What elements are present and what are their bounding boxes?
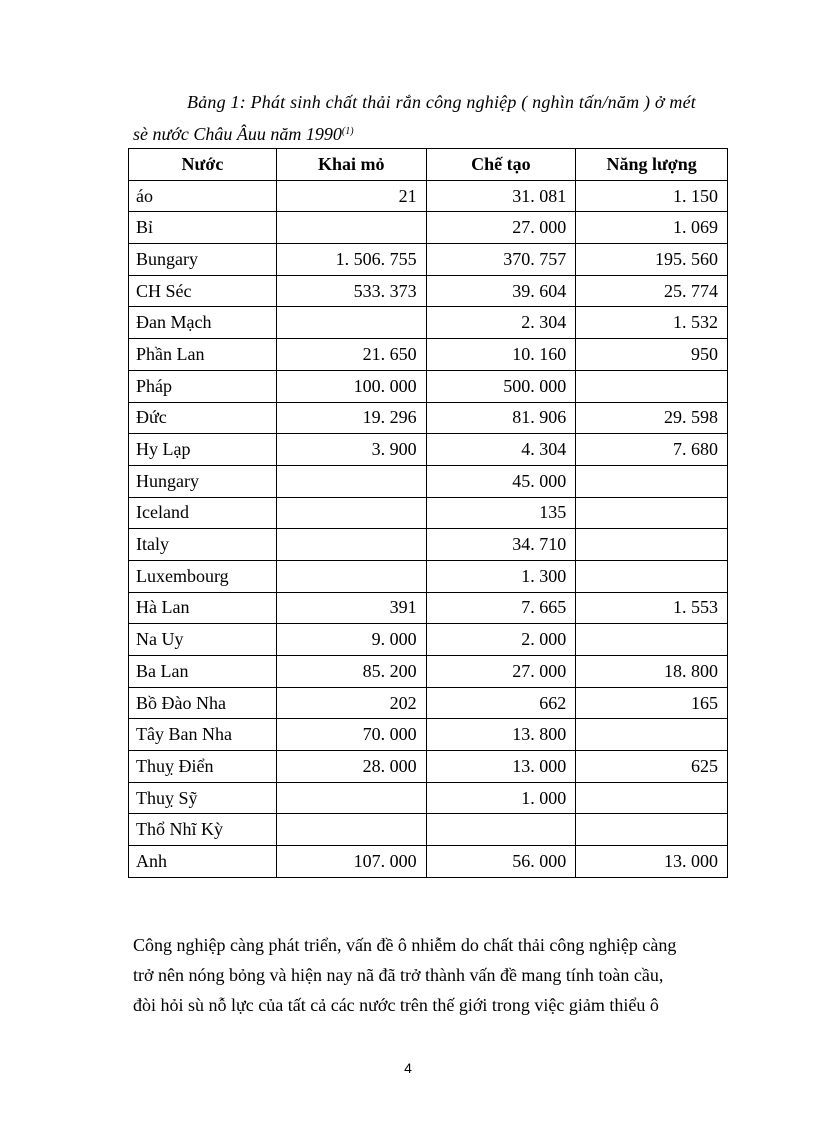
table-row xyxy=(129,687,728,719)
cell-energy: 13. 000 xyxy=(576,846,728,878)
cell-manufacturing: 1. 000 xyxy=(426,782,576,814)
cell-energy: 950 xyxy=(576,339,728,371)
cell-manufacturing: 2. 000 xyxy=(426,624,576,656)
cell-energy: 1. 553 xyxy=(576,592,728,624)
table-row xyxy=(129,560,728,592)
table-row xyxy=(129,465,728,497)
caption-line-1: Bảng 1: Phát sinh chất thải rắn công nghiệp ( nghìn tấn/năm ) ở mét xyxy=(187,92,696,112)
cell-manufacturing: 56. 000 xyxy=(426,846,576,878)
cell-country: Ba Lan xyxy=(129,656,277,688)
table-row xyxy=(129,275,728,307)
cell-energy xyxy=(576,782,728,814)
cell-country: Bồ Đào Nha xyxy=(129,687,277,719)
paragraph-line-2: trở nên nóng bỏng và hiện nay nã đã trở thành vấn đề mang tính toàn cầu, xyxy=(133,965,664,985)
table-row xyxy=(129,370,728,402)
cell-country: Hy Lạp xyxy=(129,434,277,466)
cell-energy: 1. 150 xyxy=(576,180,728,212)
cell-country: Italy xyxy=(129,529,277,561)
cell-energy xyxy=(576,814,728,846)
cell-manufacturing: 10. 160 xyxy=(426,339,576,371)
table-row xyxy=(129,624,728,656)
waste-table xyxy=(128,148,728,878)
cell-country: Pháp xyxy=(129,370,277,402)
cell-manufacturing: 2. 304 xyxy=(426,307,576,339)
header-mining: Khai mỏ xyxy=(276,149,426,181)
cell-mining xyxy=(276,307,426,339)
cell-manufacturing: 13. 000 xyxy=(426,751,576,783)
cell-country: Đức xyxy=(129,402,277,434)
cell-manufacturing: 7. 665 xyxy=(426,592,576,624)
cell-energy xyxy=(576,465,728,497)
cell-country: Na Uy xyxy=(129,624,277,656)
cell-energy: 25. 774 xyxy=(576,275,728,307)
cell-mining: 1. 506. 755 xyxy=(276,244,426,276)
paragraph-line-1: Công nghiệp càng phát triển, vấn đề ô nhiễm do chất thải công nghiệp càng xyxy=(133,935,677,955)
cell-manufacturing: 39. 604 xyxy=(426,275,576,307)
cell-energy: 1. 532 xyxy=(576,307,728,339)
table-row xyxy=(129,592,728,624)
cell-manufacturing: 370. 757 xyxy=(426,244,576,276)
paragraph-line-3: đòi hỏi sù nỗ lực của tất cả các nước trên thế giới trong việc giảm thiểu ô xyxy=(133,995,659,1015)
cell-energy: 29. 598 xyxy=(576,402,728,434)
cell-mining xyxy=(276,529,426,561)
cell-mining xyxy=(276,212,426,244)
cell-manufacturing: 34. 710 xyxy=(426,529,576,561)
cell-country: Iceland xyxy=(129,497,277,529)
cell-country: Phần Lan xyxy=(129,339,277,371)
cell-country: Hungary xyxy=(129,465,277,497)
cell-mining: 21. 650 xyxy=(276,339,426,371)
cell-energy xyxy=(576,719,728,751)
cell-manufacturing: 31. 081 xyxy=(426,180,576,212)
cell-energy xyxy=(576,624,728,656)
cell-mining: 391 xyxy=(276,592,426,624)
caption-line-2 xyxy=(133,118,733,150)
cell-energy: 1. 069 xyxy=(576,212,728,244)
cell-manufacturing: 27. 000 xyxy=(426,212,576,244)
cell-energy xyxy=(576,529,728,561)
cell-mining xyxy=(276,497,426,529)
cell-mining: 3. 900 xyxy=(276,434,426,466)
footnote-mark: (1) xyxy=(341,126,354,137)
cell-manufacturing xyxy=(426,814,576,846)
cell-energy: 195. 560 xyxy=(576,244,728,276)
table-row xyxy=(129,402,728,434)
table-row xyxy=(129,244,728,276)
table-caption xyxy=(133,86,733,150)
cell-energy: 165 xyxy=(576,687,728,719)
header-country: Nước xyxy=(129,149,277,181)
cell-country: Luxembourg xyxy=(129,560,277,592)
cell-mining xyxy=(276,465,426,497)
table-row xyxy=(129,339,728,371)
table-row xyxy=(129,212,728,244)
table-row xyxy=(129,846,728,878)
cell-country: Tây Ban Nha xyxy=(129,719,277,751)
page-number: 4 xyxy=(404,1060,412,1076)
cell-mining: 21 xyxy=(276,180,426,212)
table-row xyxy=(129,782,728,814)
cell-country: áo xyxy=(129,180,277,212)
cell-mining xyxy=(276,782,426,814)
cell-manufacturing: 662 xyxy=(426,687,576,719)
table-row xyxy=(129,529,728,561)
cell-mining: 9. 000 xyxy=(276,624,426,656)
header-manufacturing: Chế tạo xyxy=(426,149,576,181)
cell-country: Hà Lan xyxy=(129,592,277,624)
cell-manufacturing: 27. 000 xyxy=(426,656,576,688)
table-row xyxy=(129,751,728,783)
table-row xyxy=(129,497,728,529)
cell-mining: 85. 200 xyxy=(276,656,426,688)
cell-mining xyxy=(276,560,426,592)
cell-mining: 19. 296 xyxy=(276,402,426,434)
cell-mining: 70. 000 xyxy=(276,719,426,751)
table-row xyxy=(129,656,728,688)
header-energy: Năng lượng xyxy=(576,149,728,181)
cell-manufacturing: 81. 906 xyxy=(426,402,576,434)
cell-manufacturing: 4. 304 xyxy=(426,434,576,466)
table-header-row xyxy=(129,149,728,181)
cell-country: Anh xyxy=(129,846,277,878)
cell-manufacturing: 500. 000 xyxy=(426,370,576,402)
table-row xyxy=(129,307,728,339)
table-row xyxy=(129,719,728,751)
cell-energy xyxy=(576,370,728,402)
cell-mining: 28. 000 xyxy=(276,751,426,783)
cell-mining: 202 xyxy=(276,687,426,719)
cell-manufacturing: 135 xyxy=(426,497,576,529)
cell-manufacturing: 1. 300 xyxy=(426,560,576,592)
caption-line-2-text: sè nước Châu Âuu năm 1990 xyxy=(133,124,342,144)
cell-energy: 18. 800 xyxy=(576,656,728,688)
cell-country: Thuỵ Điển xyxy=(129,751,277,783)
cell-energy: 7. 680 xyxy=(576,434,728,466)
cell-country: Thổ Nhĩ Kỳ xyxy=(129,814,277,846)
cell-mining: 107. 000 xyxy=(276,846,426,878)
cell-country: Thuỵ Sỹ xyxy=(129,782,277,814)
cell-country: Bungary xyxy=(129,244,277,276)
cell-energy: 625 xyxy=(576,751,728,783)
body-paragraph xyxy=(133,930,723,1020)
cell-country: Đan Mạch xyxy=(129,307,277,339)
cell-manufacturing: 13. 800 xyxy=(426,719,576,751)
cell-mining: 100. 000 xyxy=(276,370,426,402)
cell-country: CH Séc xyxy=(129,275,277,307)
table-row xyxy=(129,814,728,846)
cell-mining: 533. 373 xyxy=(276,275,426,307)
cell-manufacturing: 45. 000 xyxy=(426,465,576,497)
cell-country: Bỉ xyxy=(129,212,277,244)
table-row xyxy=(129,180,728,212)
cell-mining xyxy=(276,814,426,846)
table-row xyxy=(129,434,728,466)
cell-energy xyxy=(576,497,728,529)
cell-energy xyxy=(576,560,728,592)
